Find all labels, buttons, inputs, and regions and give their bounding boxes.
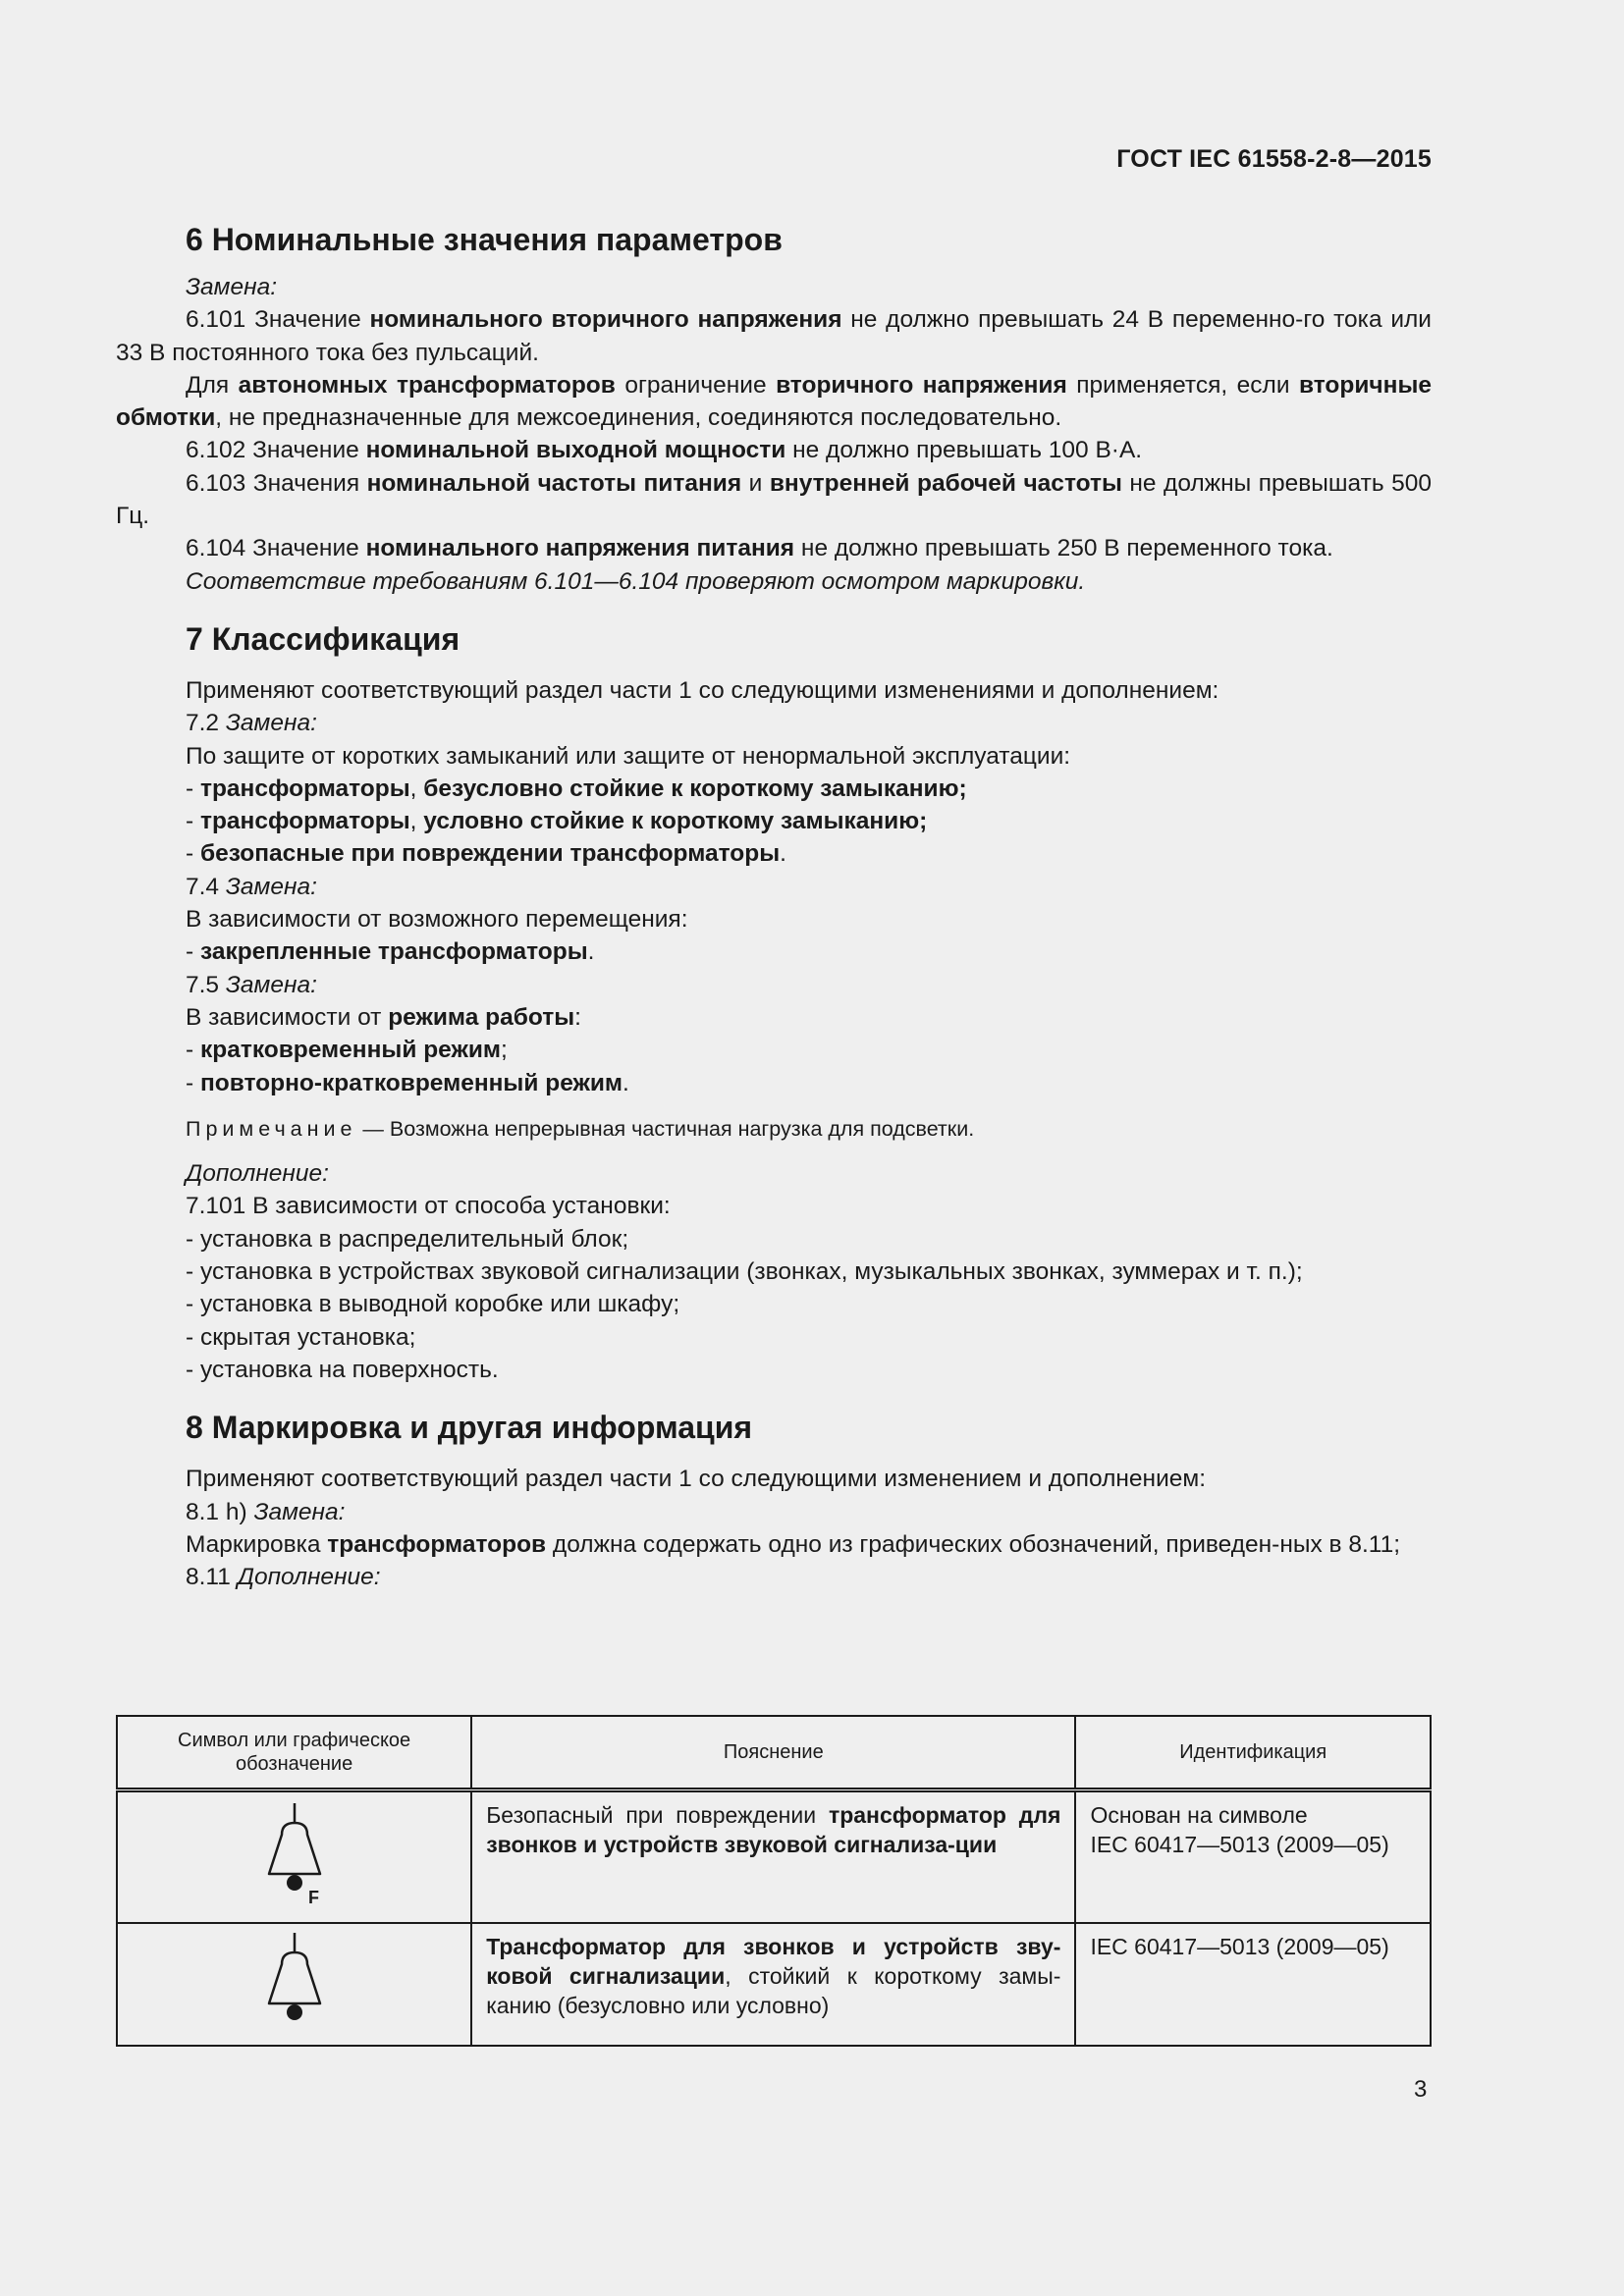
- s7-72-label: 7.2 Замена:: [186, 710, 317, 737]
- s6-para-6102: 6.102 Значение номинальной выходной мощности не должно превышать 100 В·А.: [186, 437, 1143, 464]
- s7-74-label: 7.4 Замена:: [186, 873, 317, 900]
- list-item: - установка в устройствах звуковой сигнализации (звонках, музыкальных звонках, зуммерах и т. п.);: [186, 1258, 1303, 1286]
- s7-dop-label: Дополнение:: [186, 1160, 329, 1188]
- s7-75-text: В зависимости от режима работы:: [186, 1003, 581, 1031]
- table-header-row: [117, 1716, 1431, 1790]
- section-6-heading: 6 Номинальные значения параметров: [186, 222, 783, 257]
- list-item: - кратковременный режим;: [186, 1037, 508, 1064]
- section-8-heading: 8 Маркировка и другая информация: [186, 1410, 753, 1446]
- symbols-table: [116, 1715, 1432, 2047]
- s8-81-label: 8.1 h) Замена:: [186, 1498, 346, 1525]
- s6-zamena-label: Замена:: [186, 274, 277, 300]
- list-item: - трансформаторы, условно стойкие к короткому замыканию;: [186, 808, 928, 835]
- s7-note: Примечание — Возможна непрерывная частичная нагрузка для подсветки.: [186, 1116, 975, 1141]
- bell-icon: [236, 1925, 353, 2033]
- table-header-cell: Символ или графическое обозначение: [117, 1716, 471, 1790]
- explanation-cell: Трансформатор для звонков и устройств зву-ковой сигнализации, стойкий к короткому замы-канию (безусловно или условно): [471, 1923, 1075, 2046]
- s7-72-text: По защите от коротких замыканий или защите от ненормальной эксплуатации:: [186, 742, 1071, 770]
- page-number: 3: [1414, 2076, 1428, 2103]
- page-content: [116, 220, 1432, 1593]
- list-item: - повторно-кратковременный режим.: [186, 1069, 629, 1096]
- list-item: - установка в распределительный блок;: [186, 1225, 629, 1253]
- list-item: - закрепленные трансформаторы.: [186, 938, 595, 966]
- s7-intro: Применяют соответствующий раздел части 1 со следующими изменениями и дополнением:: [186, 676, 1219, 704]
- identification-cell: IEC 60417—5013 (2009—05): [1075, 1923, 1431, 2046]
- s6-compliance: Соответствие требованиям 6.101—6.104 проверяют осмотром маркировки.: [186, 567, 1086, 595]
- identification-cell: Основан на символе IEC 60417—5013 (2009—05): [1075, 1790, 1431, 1923]
- s7-75-label: 7.5 Замена:: [186, 971, 317, 998]
- s6-para-6103: 6.103 Значения номинальной частоты питания и внутренней рабочей частоты не должны превышать 500 Гц.: [116, 469, 1432, 530]
- document-header: ГОСТ IEC 61558-2-8—2015: [1116, 145, 1432, 173]
- s6-para-autonomous: Для автономных трансформаторов ограничение вторичного напряжения применяется, если вторичные обмотки, не предназначенные для межсоединения, соединяются последовательно.: [116, 371, 1432, 432]
- bell-with-f-icon: [236, 1793, 353, 1911]
- table-row: [117, 1923, 1431, 2046]
- s8-intro: Применяют соответствующий раздел части 1 со следующими изменением и дополнением:: [186, 1466, 1207, 1493]
- explanation-cell: Безопасный при повреждении трансформатор для звонков и устройств звуковой сигнализа-ции: [471, 1790, 1075, 1923]
- table-header-cell: Пояснение: [471, 1716, 1075, 1790]
- list-item: - скрытая установка;: [186, 1323, 416, 1351]
- symbol-cell: [117, 1790, 471, 1923]
- table-row: [117, 1790, 1431, 1923]
- s7-7101: 7.101 В зависимости от способа установки:: [186, 1193, 671, 1220]
- s8-81-text: Маркировка трансформаторов должна содержать одно из графических обозначений, приведен-ных в 8.11;: [186, 1530, 1401, 1558]
- section-7-heading: 7 Классификация: [186, 620, 460, 657]
- table-header-cell: Идентификация: [1075, 1716, 1431, 1790]
- s6-para-6104: 6.104 Значение номинального напряжения питания не должно превышать 250 В переменного тока.: [186, 535, 1333, 562]
- list-item: - установка на поверхность.: [186, 1356, 499, 1383]
- list-item: - установка в выводной коробке или шкафу;: [186, 1291, 680, 1318]
- s8-811-label: 8.11 Дополнение:: [186, 1564, 381, 1591]
- list-item: - безопасные при повреждении трансформаторы.: [186, 840, 786, 868]
- s6-para-6101: 6.101 Значение номинального вторичного напряжения не должно превышать 24 В переменно-го тока или 33 В постоянного тока без пульсаций.: [116, 306, 1432, 366]
- symbol-letter: F: [307, 1888, 319, 1907]
- s7-74-text: В зависимости от возможного перемещения:: [186, 906, 688, 934]
- list-item: - трансформаторы, безусловно стойкие к короткому замыканию;: [186, 774, 967, 802]
- symbol-cell: [117, 1923, 471, 2046]
